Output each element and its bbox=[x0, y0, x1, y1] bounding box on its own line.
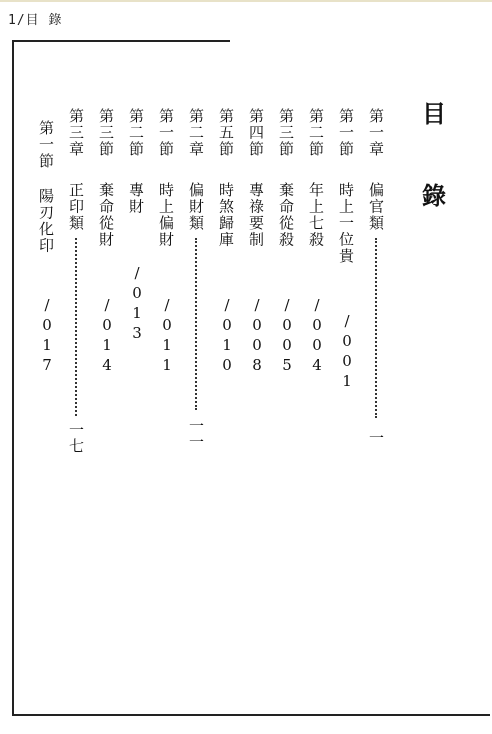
toc-entry-head: 第三節 bbox=[277, 108, 295, 158]
toc-entry-page: /014 bbox=[98, 296, 116, 376]
toc-entry-page: /001 bbox=[338, 312, 356, 392]
toc-entry-page: 一 bbox=[367, 430, 385, 446]
toc-entry-title: 專財 bbox=[127, 182, 145, 215]
toc-entry-title: 偏官類 bbox=[367, 182, 385, 232]
toc-entry-title: 偏財類 bbox=[187, 182, 205, 232]
toc-entry-page: /004 bbox=[308, 296, 326, 376]
toc-entry-head: 第一節 bbox=[37, 120, 55, 170]
toc-entry-page: /010 bbox=[218, 296, 236, 376]
toc-title-char-1: 目 bbox=[422, 99, 446, 128]
toc-entry-title: 年上七殺 bbox=[307, 182, 325, 248]
toc-entry-head: 第四節 bbox=[247, 108, 265, 158]
toc-entry-head: 第一節 bbox=[337, 108, 355, 158]
toc-entry-head: 第三節 bbox=[97, 108, 115, 158]
toc-entry-head: 第二節 bbox=[127, 108, 145, 158]
frame-top-border bbox=[12, 40, 230, 42]
toc-entry-page: /017 bbox=[38, 296, 56, 376]
toc-leader-dots bbox=[75, 238, 79, 416]
toc-title-char-2: 錄 bbox=[422, 181, 446, 210]
toc-entry-page: /005 bbox=[278, 296, 296, 376]
toc-leader-dots bbox=[375, 238, 379, 418]
toc-entry-title: 時上偏財 bbox=[157, 182, 175, 248]
toc-leader-dots bbox=[195, 238, 199, 410]
page-header: 1/目 錄 bbox=[8, 13, 63, 28]
toc-entry-head: 第一章 bbox=[367, 108, 385, 158]
toc-entry-head: 第三章 bbox=[67, 108, 85, 158]
toc-entry-page: /013 bbox=[128, 264, 146, 344]
toc-entry-head: 第一節 bbox=[157, 108, 175, 158]
toc-entry-title: 陽刃化印 bbox=[37, 188, 55, 254]
toc-entry-title: 正印類 bbox=[67, 182, 85, 232]
toc-entry-title: 棄命從殺 bbox=[277, 182, 295, 248]
frame-left-border bbox=[12, 40, 14, 715]
toc-entry-head: 第二章 bbox=[187, 108, 205, 158]
top-rule bbox=[0, 0, 492, 2]
toc-entry-head: 第五節 bbox=[217, 108, 235, 158]
toc-entry-page: 一七 bbox=[67, 422, 85, 454]
toc-entry-title: 時上一位貴 bbox=[337, 182, 355, 265]
toc-entry-title: 時煞歸庫 bbox=[217, 182, 235, 248]
toc-entry-head: 第二節 bbox=[307, 108, 325, 158]
toc-entry-title: 棄命從財 bbox=[97, 182, 115, 248]
toc-entry-page: 一一 bbox=[187, 418, 205, 450]
toc-entry-page: /011 bbox=[158, 296, 176, 376]
toc-entry-title: 專祿要制 bbox=[247, 182, 265, 248]
frame-bottom-border bbox=[12, 714, 490, 716]
toc-entry-page: /008 bbox=[248, 296, 266, 376]
